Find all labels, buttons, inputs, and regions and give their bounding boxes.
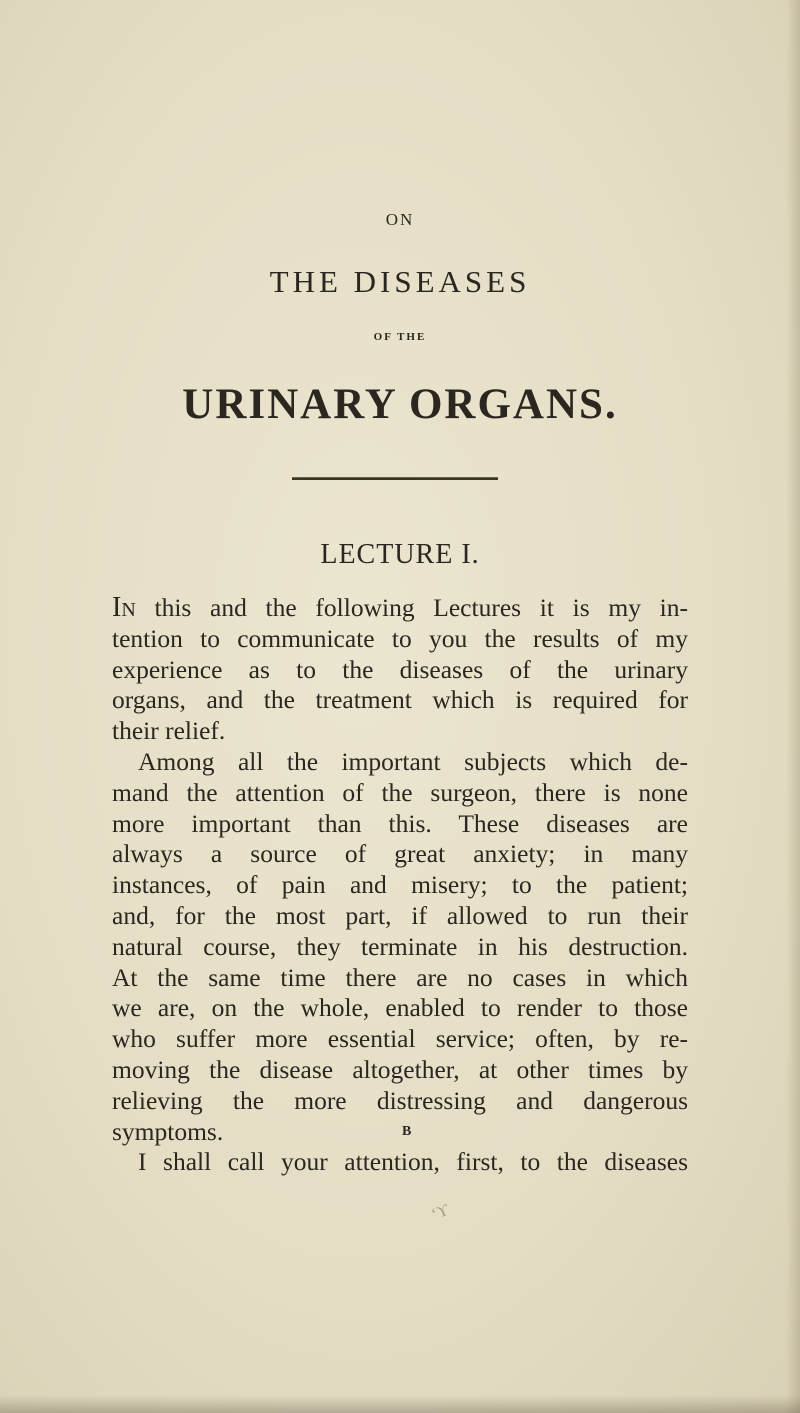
paragraph-3-line-1: I shall call your attention, first, to the diseases (138, 1147, 688, 1177)
paragraph-2-line-3: more important than this. These diseases are (112, 808, 688, 838)
paragraph-2-line-8: At the same time there are no cases in which (112, 962, 688, 992)
title-of-the: OF THE (373, 331, 427, 343)
lecture-body-text (112, 593, 688, 1178)
paragraph-2-line-4: always a source of great anxiety; in many (112, 839, 688, 869)
paragraph-2-line-13: symptoms. (112, 1116, 224, 1146)
paragraph-2-line-10: who suffer more essential service; often, by re- (112, 1024, 688, 1054)
paragraph-1-line-4: organs, and the treatment which is required for (112, 685, 688, 715)
paragraph-1-line-1-text: this and the following Lectures it is my in- (135, 593, 688, 622)
drop-initial: In (112, 592, 136, 623)
paragraph-2-line-6: and, for the most part, if allowed to run their (112, 900, 688, 930)
paragraph-2-line-9: we are, on the whole, enabled to render to those (112, 993, 688, 1023)
title-on: ON (385, 210, 415, 229)
title-urinary-organs: URINARY ORGANS. (182, 381, 618, 428)
paragraph-1-line-2: tention to communicate to you the results of my (112, 623, 688, 653)
paragraph-2-line-12: relieving the more distressing and dangerous (112, 1085, 688, 1115)
paragraph-2-line-5: instances, of pain and misery; to the patient; (112, 870, 688, 900)
ink-smudge-icon: ‘ϒ (429, 1201, 452, 1224)
paragraph-1-line-3: experience as to the diseases of the urinary (112, 654, 688, 684)
paragraph-2-line-7: natural course, they terminate in his destruction. (112, 931, 688, 961)
paragraph-2-line-11: moving the disease altogether, at other times by (112, 1054, 688, 1084)
page-bottom-edge (0, 1395, 800, 1413)
paragraph-1-line-1 (112, 593, 688, 624)
paragraph-1-line-5: their relief. (112, 716, 226, 746)
paragraph-2-line-1: Among all the important subjects which de- (138, 746, 688, 776)
lecture-heading: LECTURE I. (320, 539, 480, 570)
paragraph-2-line-2: mand the attention of the surgeon, there is none (112, 777, 688, 807)
title-the-diseases: THE DISEASES (269, 264, 531, 299)
signature-mark: B (402, 1124, 412, 1139)
title-rule-divider (292, 477, 498, 480)
